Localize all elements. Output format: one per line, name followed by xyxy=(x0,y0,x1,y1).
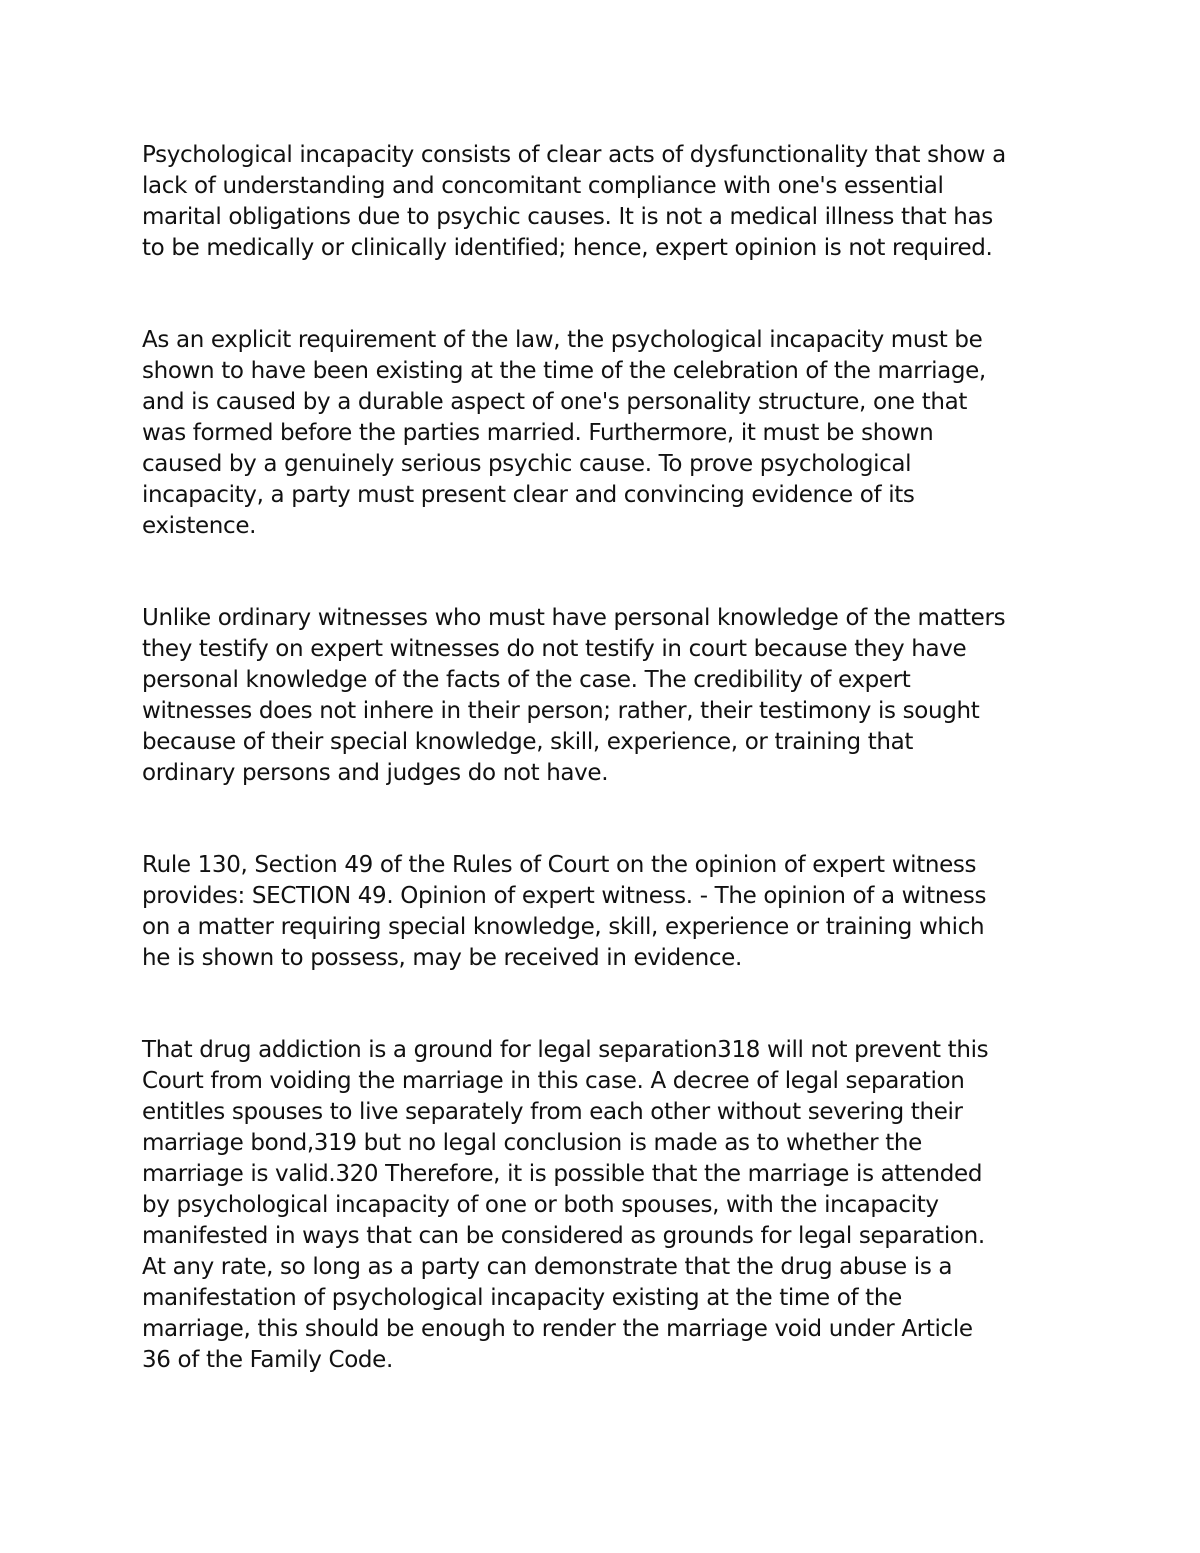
paragraph-psychological-incapacity-definition: Psychological incapacity consists of clear acts of dysfunctionality that show a lack of understanding and concomitant compliance with one's essential marital obligations due to psychic causes. It is not a medical illness that has to be medically or clinically identified; hence, expert opinion is not required. xyxy=(142,142,1006,261)
paragraph-drug-addiction: That drug addiction is a ground for legal separation318 will not prevent this Court from voiding the marriage in this case. A decree of legal separation entitles spouses to live separately from each other without severing their marriage bond,319 but no legal conclusion is made as to whether the marriage is valid.320 Therefore, it is possible that the marriage is attended by psychological incapacity of one or both spouses, with the incapacity manifested in ways that can be considered as grounds for legal separation. At any rate, so long as a party can demonstrate that the drug abuse is a manifestation of psychological incapacity existing at the time of the marriage, this should be enough to render the marriage void under Article 36 of the Family Code. xyxy=(142,1037,989,1373)
paragraph-legal-requirement: As an explicit requirement of the law, the psychological incapacity must be shown to have been existing at the time of the celebration of the marriage, and is caused by a durable aspect of one's personality structure, one that was formed before the parties married. Furthermore, it must be shown caused by a genuinely serious psychic cause. To prove psychological incapacity, a party must present clear and convincing evidence of its existence. xyxy=(142,327,986,539)
paragraph-expert-witnesses: Unlike ordinary witnesses who must have personal knowledge of the matters they testify on expert witnesses do not testify in court because they have personal knowledge of the facts of the case. The credibility of expert witnesses does not inhere in their person; rather, their testimony is sought because of their special knowledge, skill, experience, or training that ordinary persons and judges do not have. xyxy=(142,605,1006,786)
paragraph-rule-130-section-49: Rule 130, Section 49 of the Rules of Court on the opinion of expert witness provides: SECTION 49. Opinion of expert witness. - The opinion of a witness on a matter requiring special knowledge, skill, experience or training which he is shown to possess, may be received in evidence. xyxy=(142,852,987,971)
document-body xyxy=(142,140,1072,1437)
